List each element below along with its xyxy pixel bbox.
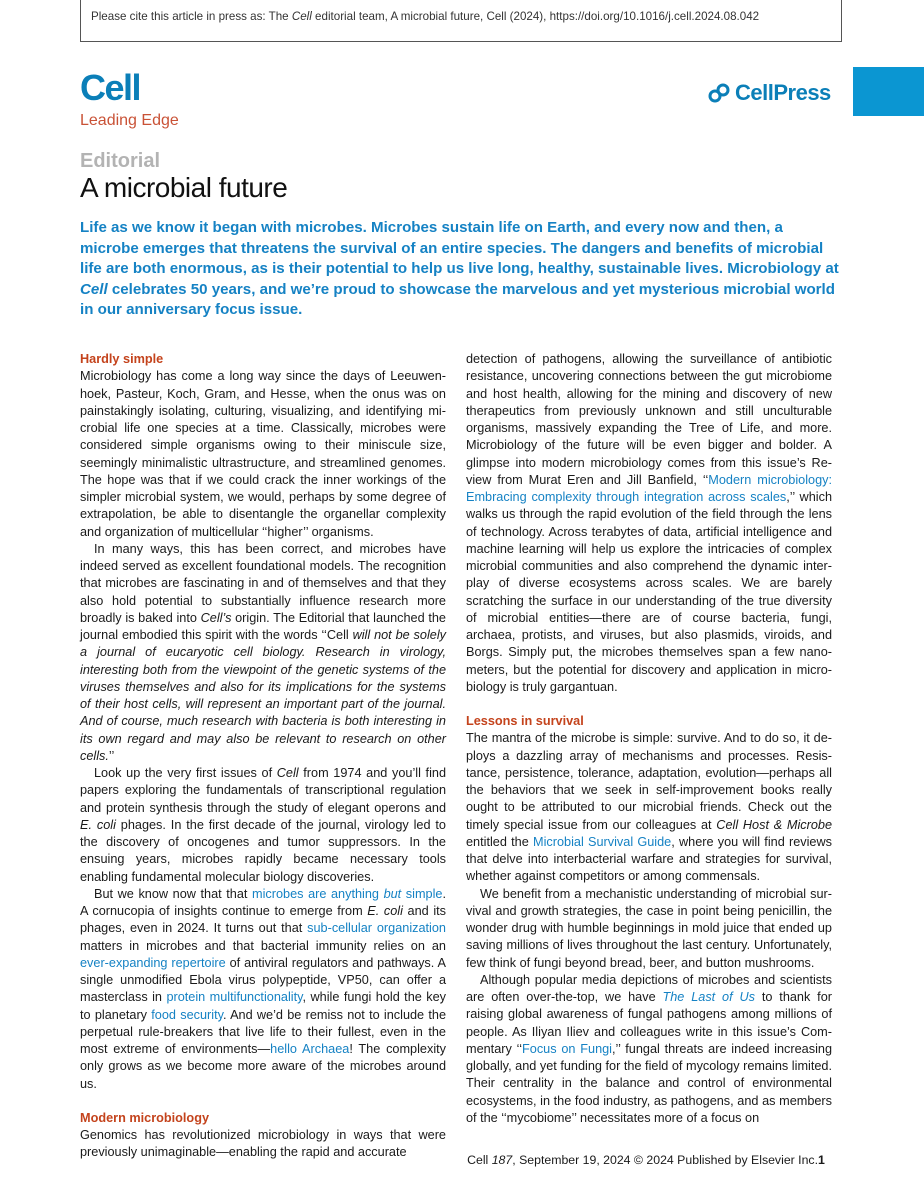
- abstract: Life as we know it began with microbes. Microbes sustain life on Earth, and every now and then, a microbe emerges that threatens the survival of an entire species. The dangers and benefits of microbial life are both enormous, as is their potential to help us live long, healthy, sustainable lives. Microbiology at Cell celebrates 50 years, and we’re proud to showcase the marvelous and yet mysterious microbial world in our anniversary focus issue.: [80, 219, 839, 319]
- paragraph: detection of pathogens, allowing the surveillance of antibiotic resistance, uncovering connections between the gut microbiome and host health, allowing for the mining and discovery of new therapeutics from previously unknown and still unculturable organisms, massively expanding the Tree of Life, and more. Microbiology of the future will be even bigger and bolder. A glimpse into modern microbiology comes from this issue’s Review from Murat Eren and Jill Banfield, ‘‘Modern microbiology: Embracing complexity through integration across scales,’’ which walks us through the rapid evolution of the field through the lens of technology. Across terabytes of data, artificial intelligence and machine learning will help us explore the intricacies of complex microbial communities and also comprehend the dynamic interplay of diverse ecosystems across scales. We are barely scratching the surface in our understanding of the true diversity of microbial entities—there are of course bacteria, fungi, archaea, protists, and viruses, but also plasmids, viroids, and Borgs. Simply put, the microbes themselves span a few nanometers, but the potential for discovery and application in microbiology is truly gargantuan.: [466, 352, 832, 694]
- section-color-tab: [853, 67, 924, 116]
- footer-citation: Cell 187, September 19, 2024 © 2024 Published by Elsevier Inc.: [467, 1153, 818, 1167]
- link-protein-multifunctionality[interactable]: protein multifunctionality: [166, 990, 303, 1005]
- link-focus-on-fungi[interactable]: Focus on Fungi: [522, 1041, 612, 1056]
- paragraph: Look up the very first issues of Cell from 1974 and you’ll find papers exploring the fundamentals of transcriptional regulation and protein synthesis through the study of elegant operons and E. coli phages. In the first decade of the journal, virology led to the discovery of oncogenes and tumor suppressors. In the ensuing years, microbes rapidly became necessary tools enabling fundamental molecular biology discoveries.: [80, 766, 447, 884]
- link-ever-expanding-repertoire[interactable]: ever-expanding repertoire: [80, 955, 226, 970]
- paragraph: But we know now that that microbes are anything but simple. A cornucopia of insights continue to emerge from E. coli and its phages, even in 2024. It turns out that sub-cellular organization matters in microbes and that bacterial immunity relies on an ever-expanding repertoire of antiviral regulators and pathways. A single unmodified Ebola virus polypeptide, VP50, can offer a masterclass in protein multifunctionality, while fungi hold the key to planetary food security. And we’d be remiss not to include the perpetual rule-breakers that live life to their fullest, even in the most extreme of environments—hello Archaea! The complexity only grows as we become more aware of the microbes around us.: [80, 886, 447, 1091]
- link-the-last-of-us[interactable]: The Last of Us: [662, 990, 755, 1004]
- page-number: 1: [818, 1153, 825, 1167]
- citation-box: Please cite this article in press as: The Cell editorial team, A microbial future, Cell (2024), https://doi.org/10.1016/j.cell.2024.08.042: [80, 0, 842, 42]
- link-microbes-anything-but-simple[interactable]: microbes are anything but simple: [252, 886, 443, 901]
- link-microbial-survival-guide[interactable]: Microbial Survival Guide: [533, 834, 672, 849]
- left-column: [80, 351, 446, 1162]
- link-hello-archaea[interactable]: hello Archaea: [270, 1042, 350, 1056]
- paragraph: In many ways, this has been correct, and microbes have indeed served as excellent foundational models. The recognition that microbes are fascinating in and of themselves and that they also hold potential to substantially influence research more broadly is baked into Cell’s origin. The Editorial that launched the journal embodied this spirit with the words ‘‘Cell will not be solely a journal of eucaryotic cell biology. Research in virology, interesting both from the viewpoint of the genetic systems of the viruses themselves and also for its implications for the systems of their host cells, will represent an important part of the journal. And of course, much research with bacteria is both interesting in its own regard and may also be relevant to research on other cells.’’: [80, 541, 446, 763]
- paragraph: The mantra of the microbe is simple: survive. And to do so, it deploys a dazzling array of mechanisms and processes. Resistance, persistence, tolerance, adaptation, evolution—perhaps all the behaviors that we seek in self-improvement books really ought to be attributed to our microbial friends. Check out the timely special issue from our colleagues at Cell Host & Microbe entitled the Microbial Survival Guide, where you will find reviews that delve into interbacterial warfare and strategies for survival, whether against competitors or among commensals.: [466, 731, 833, 884]
- heading-lessons-in-survival: Lessons in survival: [466, 714, 584, 728]
- paragraph: We benefit from a mechanistic understanding of microbial survival and growth strategies, the case in point being penicillin, the wonder drug with humble beginnings in mold juice that ended up saving millions of lives throughout the last century. Unfortunately, few think of fungi beyond bread, beer, and button mushrooms.: [466, 886, 832, 970]
- doi-link[interactable]: editorial team, A microbial future, Cell (2024), https://doi.org/10.1016/j.cell.2024.08.042: [311, 10, 760, 23]
- article-title: A microbial future: [80, 172, 288, 203]
- right-column: [466, 351, 832, 1127]
- paragraph: Genomics has revolutionized microbiology in ways that were previously unimaginable—enabling the rapid and accurate: [80, 1128, 446, 1160]
- cellpress-logo[interactable]: CellPress: [707, 80, 831, 106]
- cell-journal-logo[interactable]: Cell: [80, 67, 141, 108]
- paragraph: Although popular media depictions of microbes and scientists are often over-the-top, we have The Last of Us to thank for raising global awareness of fungal pathogens among millions of people. As Iliyan Iliev and colleagues write in this issue’s Commentary ‘‘Focus on Fungi,’’ fungal threats are indeed increasing globally, and yet funding for the field of mycology remains limited. Their centrality in the balance and control of environmental ecosystems, in the food industry, as pathogens, and as members of the ‘‘mycobiome’’ necessitates more of a focus on: [466, 972, 832, 1125]
- article-type: Editorial: [80, 150, 161, 172]
- section-label: Leading Edge: [80, 112, 179, 129]
- link-food-security[interactable]: food security: [151, 1007, 223, 1022]
- paragraph: Microbiology has come a long way since the days of Leeuwenhoek, Pasteur, Koch, Gram, and Hesse, when the onus was on painstakingly isolating, culturing, visualizing, and identifying microbial life one species at a time. Classically, microbes were considered simple organisms owing to their miniscule size, seemingly minimalistic ultrastructure, and streamlined genomes. The hope was that if we could crack the inner workings of the simpler microbial system, we would, perhaps by some degree of extrapolation, be able to disentangle the organellar complexity and organization of multicellular ‘‘higher’’ organisms.: [80, 369, 446, 539]
- heading-hardly-simple: Hardly simple: [80, 352, 164, 366]
- cellpress-swirl-icon: [707, 81, 731, 105]
- heading-modern-microbiology: Modern microbiology: [80, 1110, 209, 1125]
- link-sub-cellular-organization[interactable]: sub-cellular organization: [307, 921, 446, 936]
- link-modern-microbiology-review[interactable]: Modern microbiology: Embracing complexity through integration across scales: [466, 472, 832, 504]
